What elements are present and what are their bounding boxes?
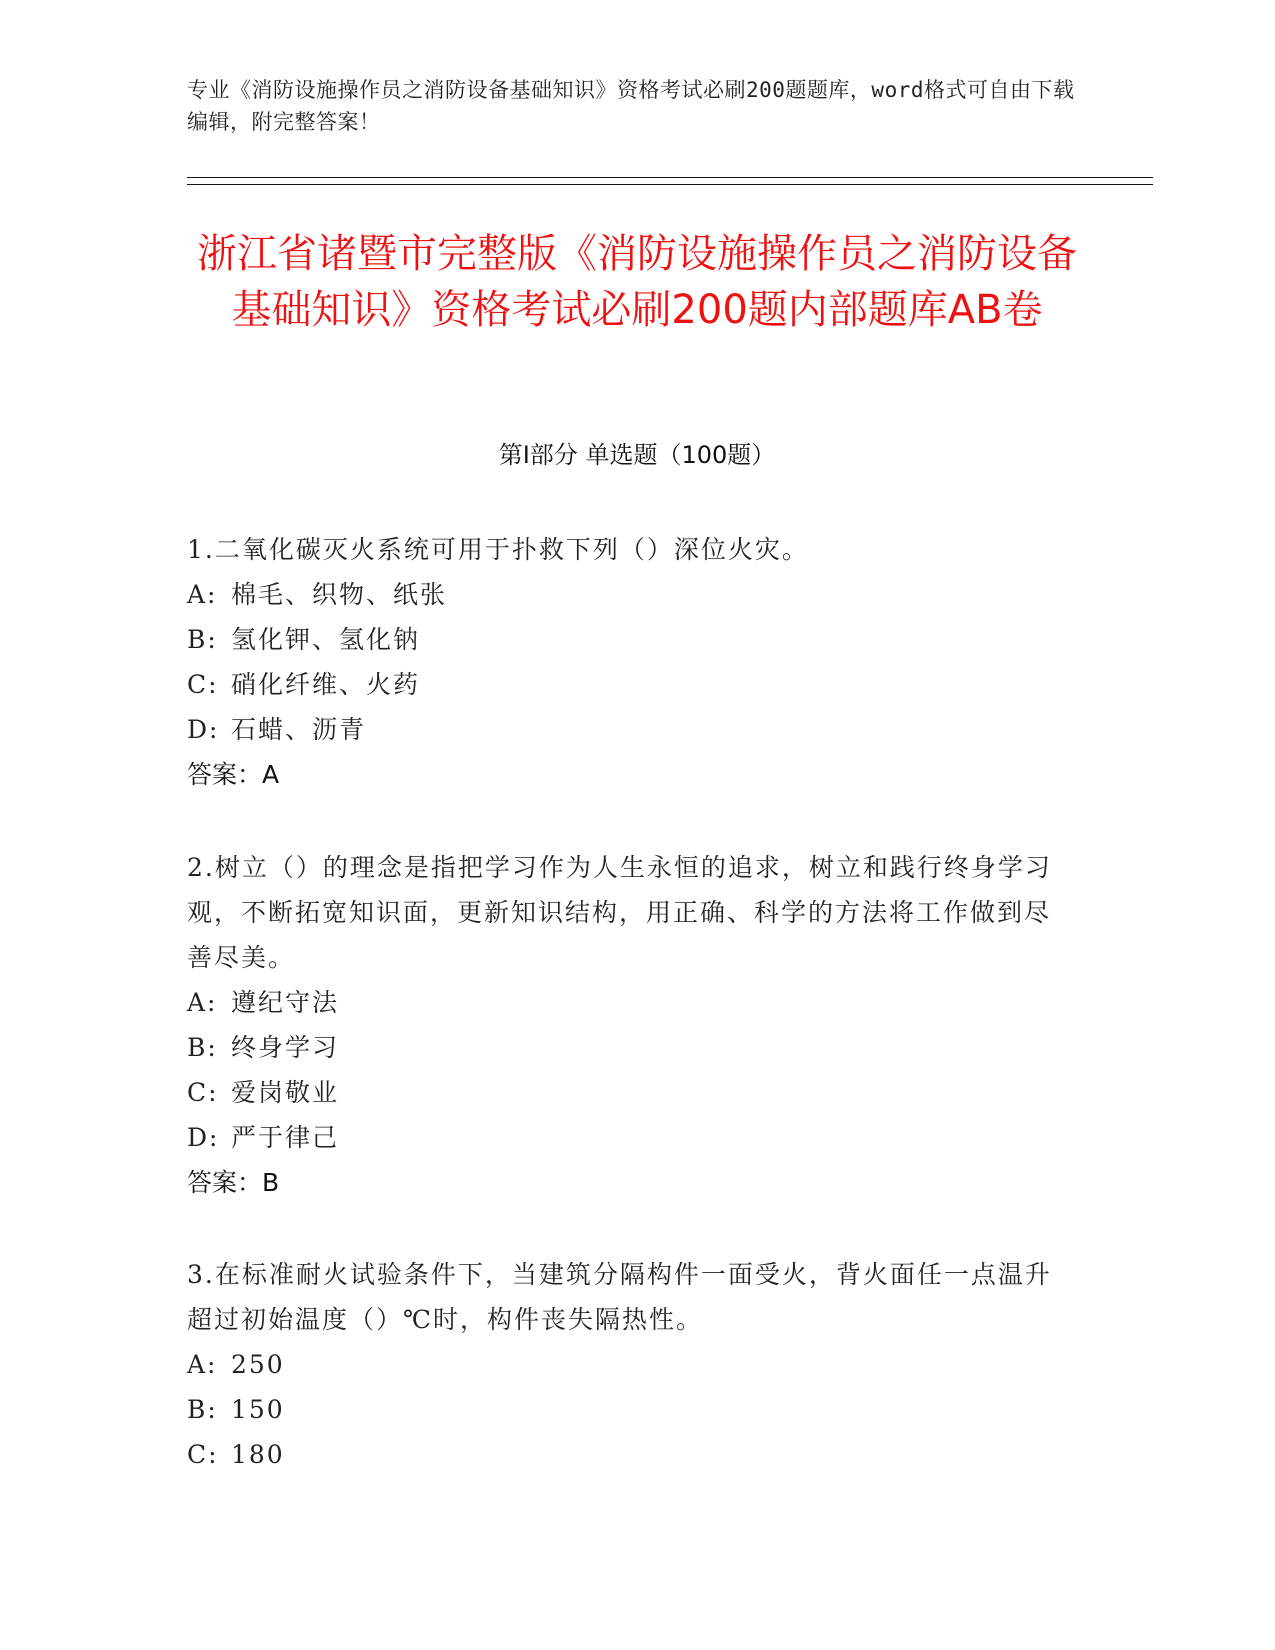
option-text: 遵纪守法 (231, 988, 340, 1017)
option-letter: C: (187, 1078, 219, 1107)
section-heading: 第I部分 单选题（100题） (498, 441, 776, 469)
option-letter: A: (187, 988, 218, 1017)
option-b (187, 1025, 1067, 1070)
option-letter: C: (187, 670, 219, 699)
answer: 答案：A (187, 760, 280, 789)
option-text: 棉毛、织物、纸张 (231, 580, 448, 609)
option-b (187, 617, 1067, 662)
option-text: 石蜡、沥青 (231, 715, 367, 744)
option-text: 严于律己 (231, 1123, 340, 1152)
option-c (187, 1432, 1067, 1477)
option-d (187, 707, 1067, 752)
option-text: 250 (231, 1350, 285, 1379)
option-a (187, 980, 1067, 1025)
option-letter: B: (187, 1033, 218, 1062)
header-rule-top (187, 177, 1153, 178)
question-1 (187, 527, 1067, 797)
option-b (187, 1387, 1067, 1432)
question-stem: 1.二氧化碳灭火系统可用于扑救下列（）深位火灾。 (187, 535, 809, 564)
question-3 (187, 1252, 1067, 1477)
option-text: 终身学习 (231, 1033, 340, 1062)
option-text: 180 (231, 1440, 285, 1469)
option-text: 150 (231, 1395, 285, 1424)
option-letter: B: (187, 1395, 218, 1424)
header-note: 专业《消防设施操作员之消防设备基础知识》资格考试必刷200题题库，word格式可自由下载编辑，附完整答案！ (187, 78, 1075, 134)
question-stem: 3.在标准耐火试验条件下，当建筑分隔构件一面受火，背火面任一点温升超过初始温度（）℃时，构件丧失隔热性。 (187, 1260, 1052, 1334)
option-letter: D: (187, 1123, 220, 1152)
document-title: 浙江省诸暨市完整版《消防设施操作员之消防设备基础知识》资格考试必刷200题内部题库AB卷 (197, 231, 1077, 333)
option-c (187, 662, 1067, 707)
option-c (187, 1070, 1067, 1115)
option-letter: D: (187, 715, 220, 744)
option-a (187, 572, 1067, 617)
option-letter: A: (187, 1350, 218, 1379)
option-letter: B: (187, 625, 218, 654)
option-text: 爱岗敬业 (231, 1078, 340, 1107)
option-letter: C: (187, 1440, 219, 1469)
question-2 (187, 845, 1067, 1205)
option-text: 硝化纤维、火药 (231, 670, 421, 699)
option-letter: A: (187, 580, 218, 609)
option-d (187, 1115, 1067, 1160)
answer: 答案：B (187, 1168, 280, 1197)
option-a (187, 1342, 1067, 1387)
question-stem: 2.树立（）的理念是指把学习作为人生永恒的追求，树立和践行终身学习观，不断拓宽知识面，更新知识结构，用正确、科学的方法将工作做到尽善尽美。 (187, 853, 1052, 972)
option-text: 氢化钾、氢化钠 (231, 625, 421, 654)
header-rule-bottom (187, 184, 1153, 185)
